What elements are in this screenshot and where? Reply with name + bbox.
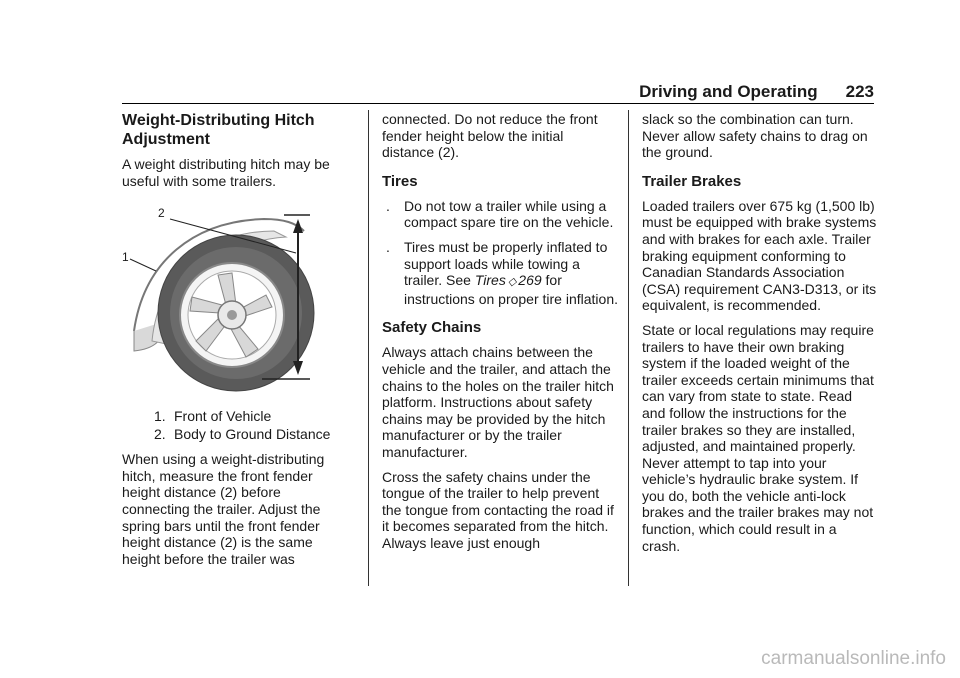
page-header [639, 82, 874, 102]
page-reference-icon: ◇ [507, 276, 517, 289]
trailer-brakes-heading: Trailer Brakes [642, 172, 742, 190]
wheel-illustration [114, 201, 344, 401]
trailer-brakes-p2: State or local regulations may require trailers to have their own braking system if the loaded weight of the trailer exceeds certain minimums that can vary from state to state. Read and follow the instructions for the trailer brakes so they are installed, adjusted, and maintained properly. Never attempt to tap into your vehicle’s hydraulic brake system. If you do, both the vehicle anti-lock brakes and the trailer brakes may not function, which could result in a crash. [642, 321, 874, 554]
page-number: 223 [845, 82, 874, 101]
tires-link[interactable]: Tires ◇ 269 [474, 272, 542, 289]
wheel-fender-figure [114, 201, 344, 401]
column-1 [122, 111, 344, 575]
legend-item: 2. Body to Ground Distance [154, 426, 331, 443]
safety-chains-p1: Always attach chains between the vehicle and the trailer, and attach the chains to the holes on the trailer hitch platform. Instructions about safety chains may be provided by the hitch manufacturer or by the trailer manufacturer. [382, 344, 614, 460]
column-2 [382, 111, 618, 559]
hitch-body-text: When using a weight-distributing hitch, measure the front fender height distance (2) before connecting the trailer. Adjust the spring bars until the front fender height distance (2) is the same height before the trailer was [122, 451, 325, 567]
watermark: carmanualsonline.info [761, 648, 946, 669]
bullet-marker: . [386, 238, 390, 255]
hitch-intro: A weight distributing hitch may be useful with some trailers. [122, 156, 330, 189]
list-item: . Tires must be properly inflated to support loads while towing a trailer. See Tires ◇ 269 for instructions on proper tire inflation. [386, 238, 618, 307]
hitch-continuation: connected. Do not reduce the front fender height below the initial distance (2). [382, 111, 598, 161]
section-title: Driving and Operating [639, 82, 818, 101]
column-3 [642, 111, 878, 562]
trailer-brakes-p1: Loaded trailers over 675 kg (1,500 lb) must be equipped with brake systems and with brakes for each axle. Trailer braking equipment conforming to Canadian Standards Association (CSA) requirement CAN3-D313, or its equivalent, is recommended. [642, 197, 877, 314]
header-rule [122, 103, 874, 104]
safety-chains-continuation: slack so the combination can turn. Never allow safety chains to drag on the ground. [642, 111, 868, 161]
legend-item: 1. Front of Vehicle [154, 408, 272, 425]
callout-2: 2 [158, 206, 165, 221]
bullet-marker: . [386, 197, 390, 214]
tires-list [382, 198, 618, 308]
callout-1: 1 [122, 250, 129, 265]
column-divider [368, 110, 369, 586]
hitch-adjustment-heading: Weight-Distributing Hitch Adjustment [122, 112, 315, 148]
column-divider [628, 110, 629, 586]
list-item: . Do not tow a trailer while using a compact spare tire on the vehicle. [386, 197, 614, 231]
figure-legend [122, 407, 344, 443]
tires-heading: Tires [382, 172, 418, 190]
safety-chains-heading: Safety Chains [382, 319, 482, 337]
safety-chains-p2: Cross the safety chains under the tongue of the trailer to help prevent the tongue from contacting the road if it becomes separated from the hitch. Always leave just enough [382, 468, 614, 551]
